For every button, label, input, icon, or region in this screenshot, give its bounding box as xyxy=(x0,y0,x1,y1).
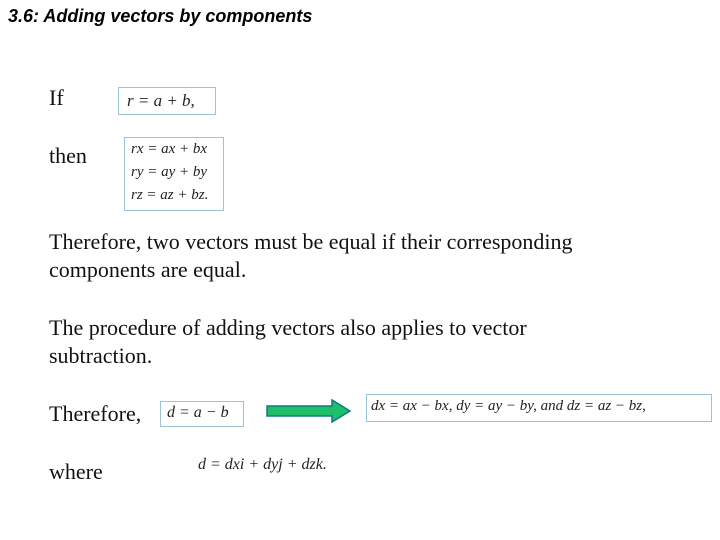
paragraph-1-line-2: components are equal. xyxy=(49,257,247,282)
component-eq-x: rx = ax + bx xyxy=(131,141,208,157)
therefore-label: Therefore, xyxy=(49,401,142,426)
where-label: where xyxy=(49,459,103,484)
difference-components xyxy=(366,394,712,422)
then-label: then xyxy=(49,143,87,168)
difference-equation-text: d = a − b xyxy=(167,404,229,421)
paragraph-2-line-1: The procedure of adding vectors also applies to vector xyxy=(49,315,527,340)
if-label: If xyxy=(49,85,64,110)
component-eq-y: ry = ay + by xyxy=(131,164,208,180)
sum-equation xyxy=(118,87,216,115)
difference-equation xyxy=(160,401,244,427)
unit-vector-equation: d = dxi + dyj + dzk. xyxy=(198,456,327,473)
paragraph-2-line-2: subtraction. xyxy=(49,343,153,368)
right-arrow-icon xyxy=(266,398,352,424)
paragraph-1-line-1: Therefore, two vectors must be equal if their corresponding xyxy=(49,229,573,254)
difference-components-text: dx = ax − bx, dy = ay − by, and dz = az − bz, xyxy=(371,398,646,414)
component-eq-z: rz = az + bz. xyxy=(131,187,209,203)
slide-title: 3.6: Adding vectors by components xyxy=(8,6,313,26)
component-equations xyxy=(124,137,224,211)
sum-equation-text: r = a + b, xyxy=(127,91,195,110)
